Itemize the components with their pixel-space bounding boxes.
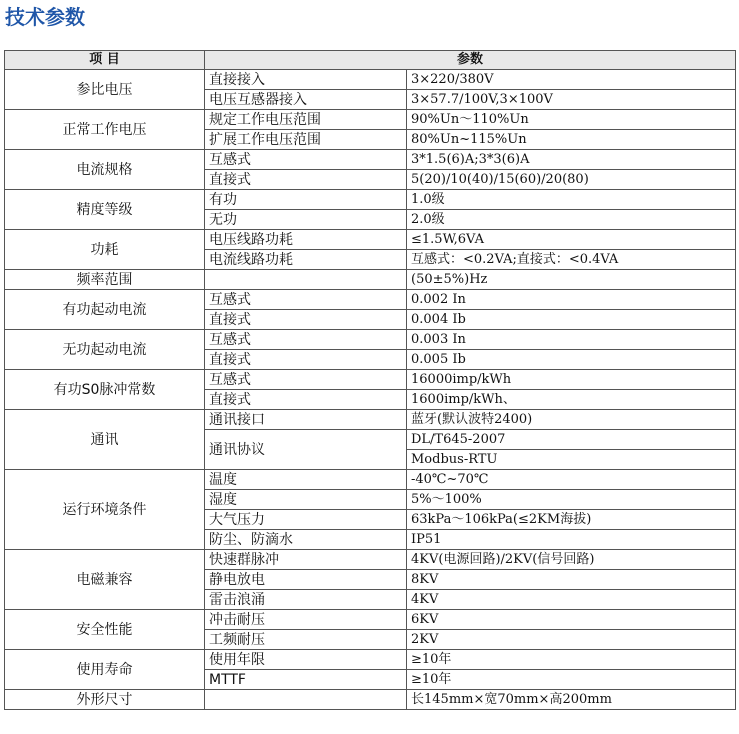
table-row (5, 550, 736, 570)
sub-item-label: 防尘、防滴水 (205, 530, 407, 550)
sub-item-label: 互感式 (205, 290, 407, 310)
table-row (5, 470, 736, 490)
group-label: 有功起动电流 (5, 290, 205, 330)
sub-item-label (205, 270, 407, 290)
spec-table (4, 50, 736, 710)
sub-item-label: 直接式 (205, 170, 407, 190)
param-value: ≤1.5W,6VA (407, 230, 736, 250)
sub-item-label: 直接式 (205, 310, 407, 330)
param-value: 互感式：<0.2VA;直接式：<0.4VA (407, 250, 736, 270)
sub-item-label: 扩展工作电压范围 (205, 130, 407, 150)
sub-item-label: 直接接入 (205, 70, 407, 90)
param-value: 4KV (407, 590, 736, 610)
param-value: 8KV (407, 570, 736, 590)
table-row (5, 610, 736, 630)
param-value: 5(20)/10(40)/15(60)/20(80) (407, 170, 736, 190)
group-label: 正常工作电压 (5, 110, 205, 150)
sub-item-label: 湿度 (205, 490, 407, 510)
sub-item-label: 冲击耐压 (205, 610, 407, 630)
sub-item-label: 使用年限 (205, 650, 407, 670)
table-row (5, 70, 736, 90)
param-value: -40℃~70℃ (407, 470, 736, 490)
table-row (5, 110, 736, 130)
param-value: 2KV (407, 630, 736, 650)
header-param: 参数 (205, 51, 736, 70)
spec-table-body (5, 70, 736, 710)
group-label: 电磁兼容 (5, 550, 205, 610)
sub-item-label: 有功 (205, 190, 407, 210)
param-value: 3*1.5(6)A;3*3(6)A (407, 150, 736, 170)
group-label: 无功起动电流 (5, 330, 205, 370)
sub-item-label: 规定工作电压范围 (205, 110, 407, 130)
sub-item-label: 静电放电 (205, 570, 407, 590)
sub-item-label: 互感式 (205, 150, 407, 170)
param-value: 2.0级 (407, 210, 736, 230)
param-value: 蓝牙(默认波特2400) (407, 410, 736, 430)
param-value: 0.004 Ib (407, 310, 736, 330)
sub-item-label: 无功 (205, 210, 407, 230)
table-row (5, 410, 736, 430)
table-row (5, 190, 736, 210)
param-value: 长145mm×宽70mm×高200mm (407, 690, 736, 710)
header-item: 项 目 (5, 51, 205, 70)
sub-item-label: 快速群脉冲 (205, 550, 407, 570)
group-label: 安全性能 (5, 610, 205, 650)
sub-item-label: 大气压力 (205, 510, 407, 530)
group-label: 有功S0脉冲常数 (5, 370, 205, 410)
param-value: 0.003 In (407, 330, 736, 350)
table-row (5, 330, 736, 350)
table-row (5, 650, 736, 670)
param-value: 16000imp/kWh (407, 370, 736, 390)
param-value: 3×57.7/100V,3×100V (407, 90, 736, 110)
group-label: 参比电压 (5, 70, 205, 110)
sub-item-label: 通讯接口 (205, 410, 407, 430)
table-header-row (5, 51, 736, 70)
sub-item-label: 温度 (205, 470, 407, 490)
page-title: 技术参数 (5, 5, 85, 29)
table-row (5, 230, 736, 250)
group-label: 频率范围 (5, 270, 205, 290)
param-value: 6KV (407, 610, 736, 630)
sub-item-label: 工频耐压 (205, 630, 407, 650)
param-value: 5%～100% (407, 490, 736, 510)
sub-item-label: 电流线路功耗 (205, 250, 407, 270)
sub-item-label: 电压互感器接入 (205, 90, 407, 110)
table-row (5, 370, 736, 390)
group-label: 电流规格 (5, 150, 205, 190)
param-value: 0.005 Ib (407, 350, 736, 370)
group-label: 使用寿命 (5, 650, 205, 690)
param-value: 80%Un~115%Un (407, 130, 736, 150)
param-value: 0.002 In (407, 290, 736, 310)
param-value: ≥10年 (407, 670, 736, 690)
group-label: 运行环境条件 (5, 470, 205, 550)
param-value: 3×220/380V (407, 70, 736, 90)
table-row (5, 290, 736, 310)
param-value: DL/T645-2007 (407, 430, 736, 450)
param-value: IP51 (407, 530, 736, 550)
sub-item-label: 直接式 (205, 350, 407, 370)
group-label: 外形尺寸 (5, 690, 205, 710)
param-value: (50±5%)Hz (407, 270, 736, 290)
table-row (5, 690, 736, 710)
group-label: 功耗 (5, 230, 205, 270)
group-label: 通讯 (5, 410, 205, 470)
table-row (5, 150, 736, 170)
param-value: 63kPa～106kPa(≤2KM海拔) (407, 510, 736, 530)
param-value: 90%Un～110%Un (407, 110, 736, 130)
param-value: 4KV(电源回路)/2KV(信号回路) (407, 550, 736, 570)
group-label: 精度等级 (5, 190, 205, 230)
param-value: 1600imp/kWh、 (407, 390, 736, 410)
sub-item-label: 直接式 (205, 390, 407, 410)
sub-item-label: 互感式 (205, 370, 407, 390)
param-value: Modbus-RTU (407, 450, 736, 470)
param-value: ≥10年 (407, 650, 736, 670)
sub-item-label: 雷击浪涌 (205, 590, 407, 610)
sub-item-label: 电压线路功耗 (205, 230, 407, 250)
table-row (5, 270, 736, 290)
sub-item-label: MTTF (205, 670, 407, 690)
param-value: 1.0级 (407, 190, 736, 210)
sub-item-label: 通讯协议 (205, 430, 407, 470)
sub-item-label: 互感式 (205, 330, 407, 350)
sub-item-label (205, 690, 407, 710)
